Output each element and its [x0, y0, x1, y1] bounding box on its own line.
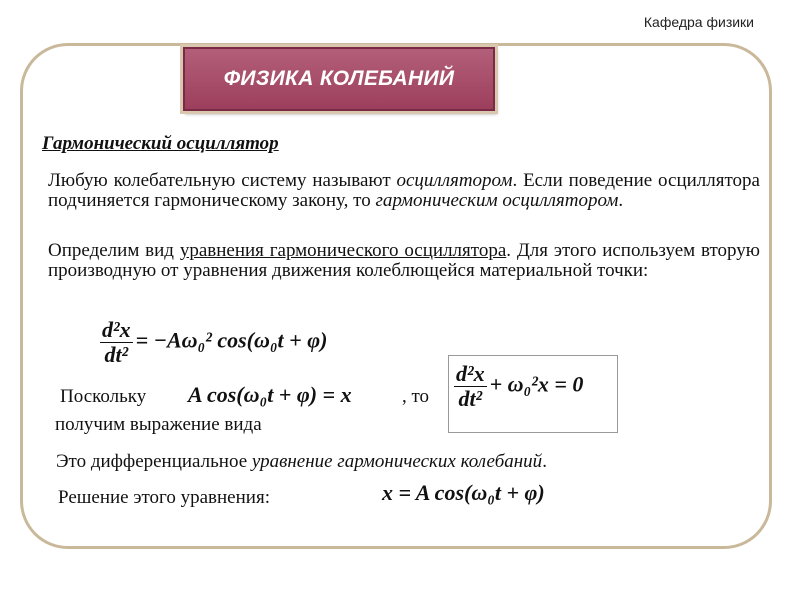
equation-solution: x = A cos(ω₀t + φ)	[382, 480, 545, 505]
p1-text-e: .	[618, 190, 624, 211]
section-heading: Гармонический осциллятор	[42, 133, 279, 154]
diff-text-c: .	[542, 451, 547, 472]
equation-displacement: A cos(ω₀t + φ) = x	[188, 382, 352, 407]
p1-term-harmonic-oscillator: гармоническим осциллятором	[375, 190, 619, 211]
eq1-fraction	[100, 318, 133, 367]
p1-text-a: Любую колебательную систему называют	[48, 170, 397, 191]
equation-second-derivative	[100, 318, 327, 367]
diff-term: уравнение гармонических колебаний	[251, 451, 543, 472]
content-frame	[20, 43, 772, 549]
p1-term-oscillator: осциллятором	[396, 170, 513, 191]
eq3-numerator: d²x	[456, 361, 485, 386]
paragraph-equation-intro	[48, 241, 760, 281]
eq1-rhs: = −Aω₀² cos(ω₀t + φ)	[135, 327, 328, 353]
then-label: , то	[402, 386, 430, 407]
diff-text-a: Это дифференциальное	[56, 451, 252, 472]
solution-label: Решение этого уравнения:	[58, 487, 270, 508]
paragraph-oscillator-definition	[48, 171, 760, 211]
p1-text-c: . Если поведение осциллятора подчиняется гармоническому закону, то	[48, 170, 760, 211]
differential-equation-sentence	[56, 451, 547, 473]
slide-title: ФИЗИКА КОЛЕБАНИЙ	[223, 67, 455, 90]
eq1-numerator: d²x	[102, 317, 131, 342]
since-label: Поскольку	[60, 386, 147, 407]
eq3-denominator: dt²	[458, 386, 483, 411]
department-label: Кафедра физики	[643, 14, 754, 30]
equation-harmonic-oscillator	[454, 362, 583, 411]
p2-text-a: Определим вид	[48, 240, 180, 261]
obtain-label: получим выражение вида	[55, 414, 262, 435]
p2-text-c: . Для этого используем вторую производную от уравнения движения колеблющейся материальной точки:	[48, 240, 761, 281]
eq1-denominator: dt²	[104, 342, 129, 367]
eq3-rhs: + ω₀²x = 0	[489, 371, 584, 397]
title-banner	[183, 47, 495, 111]
p2-term-equation: уравнения гармонического осциллятора	[179, 240, 507, 261]
eq3-fraction	[454, 362, 487, 411]
